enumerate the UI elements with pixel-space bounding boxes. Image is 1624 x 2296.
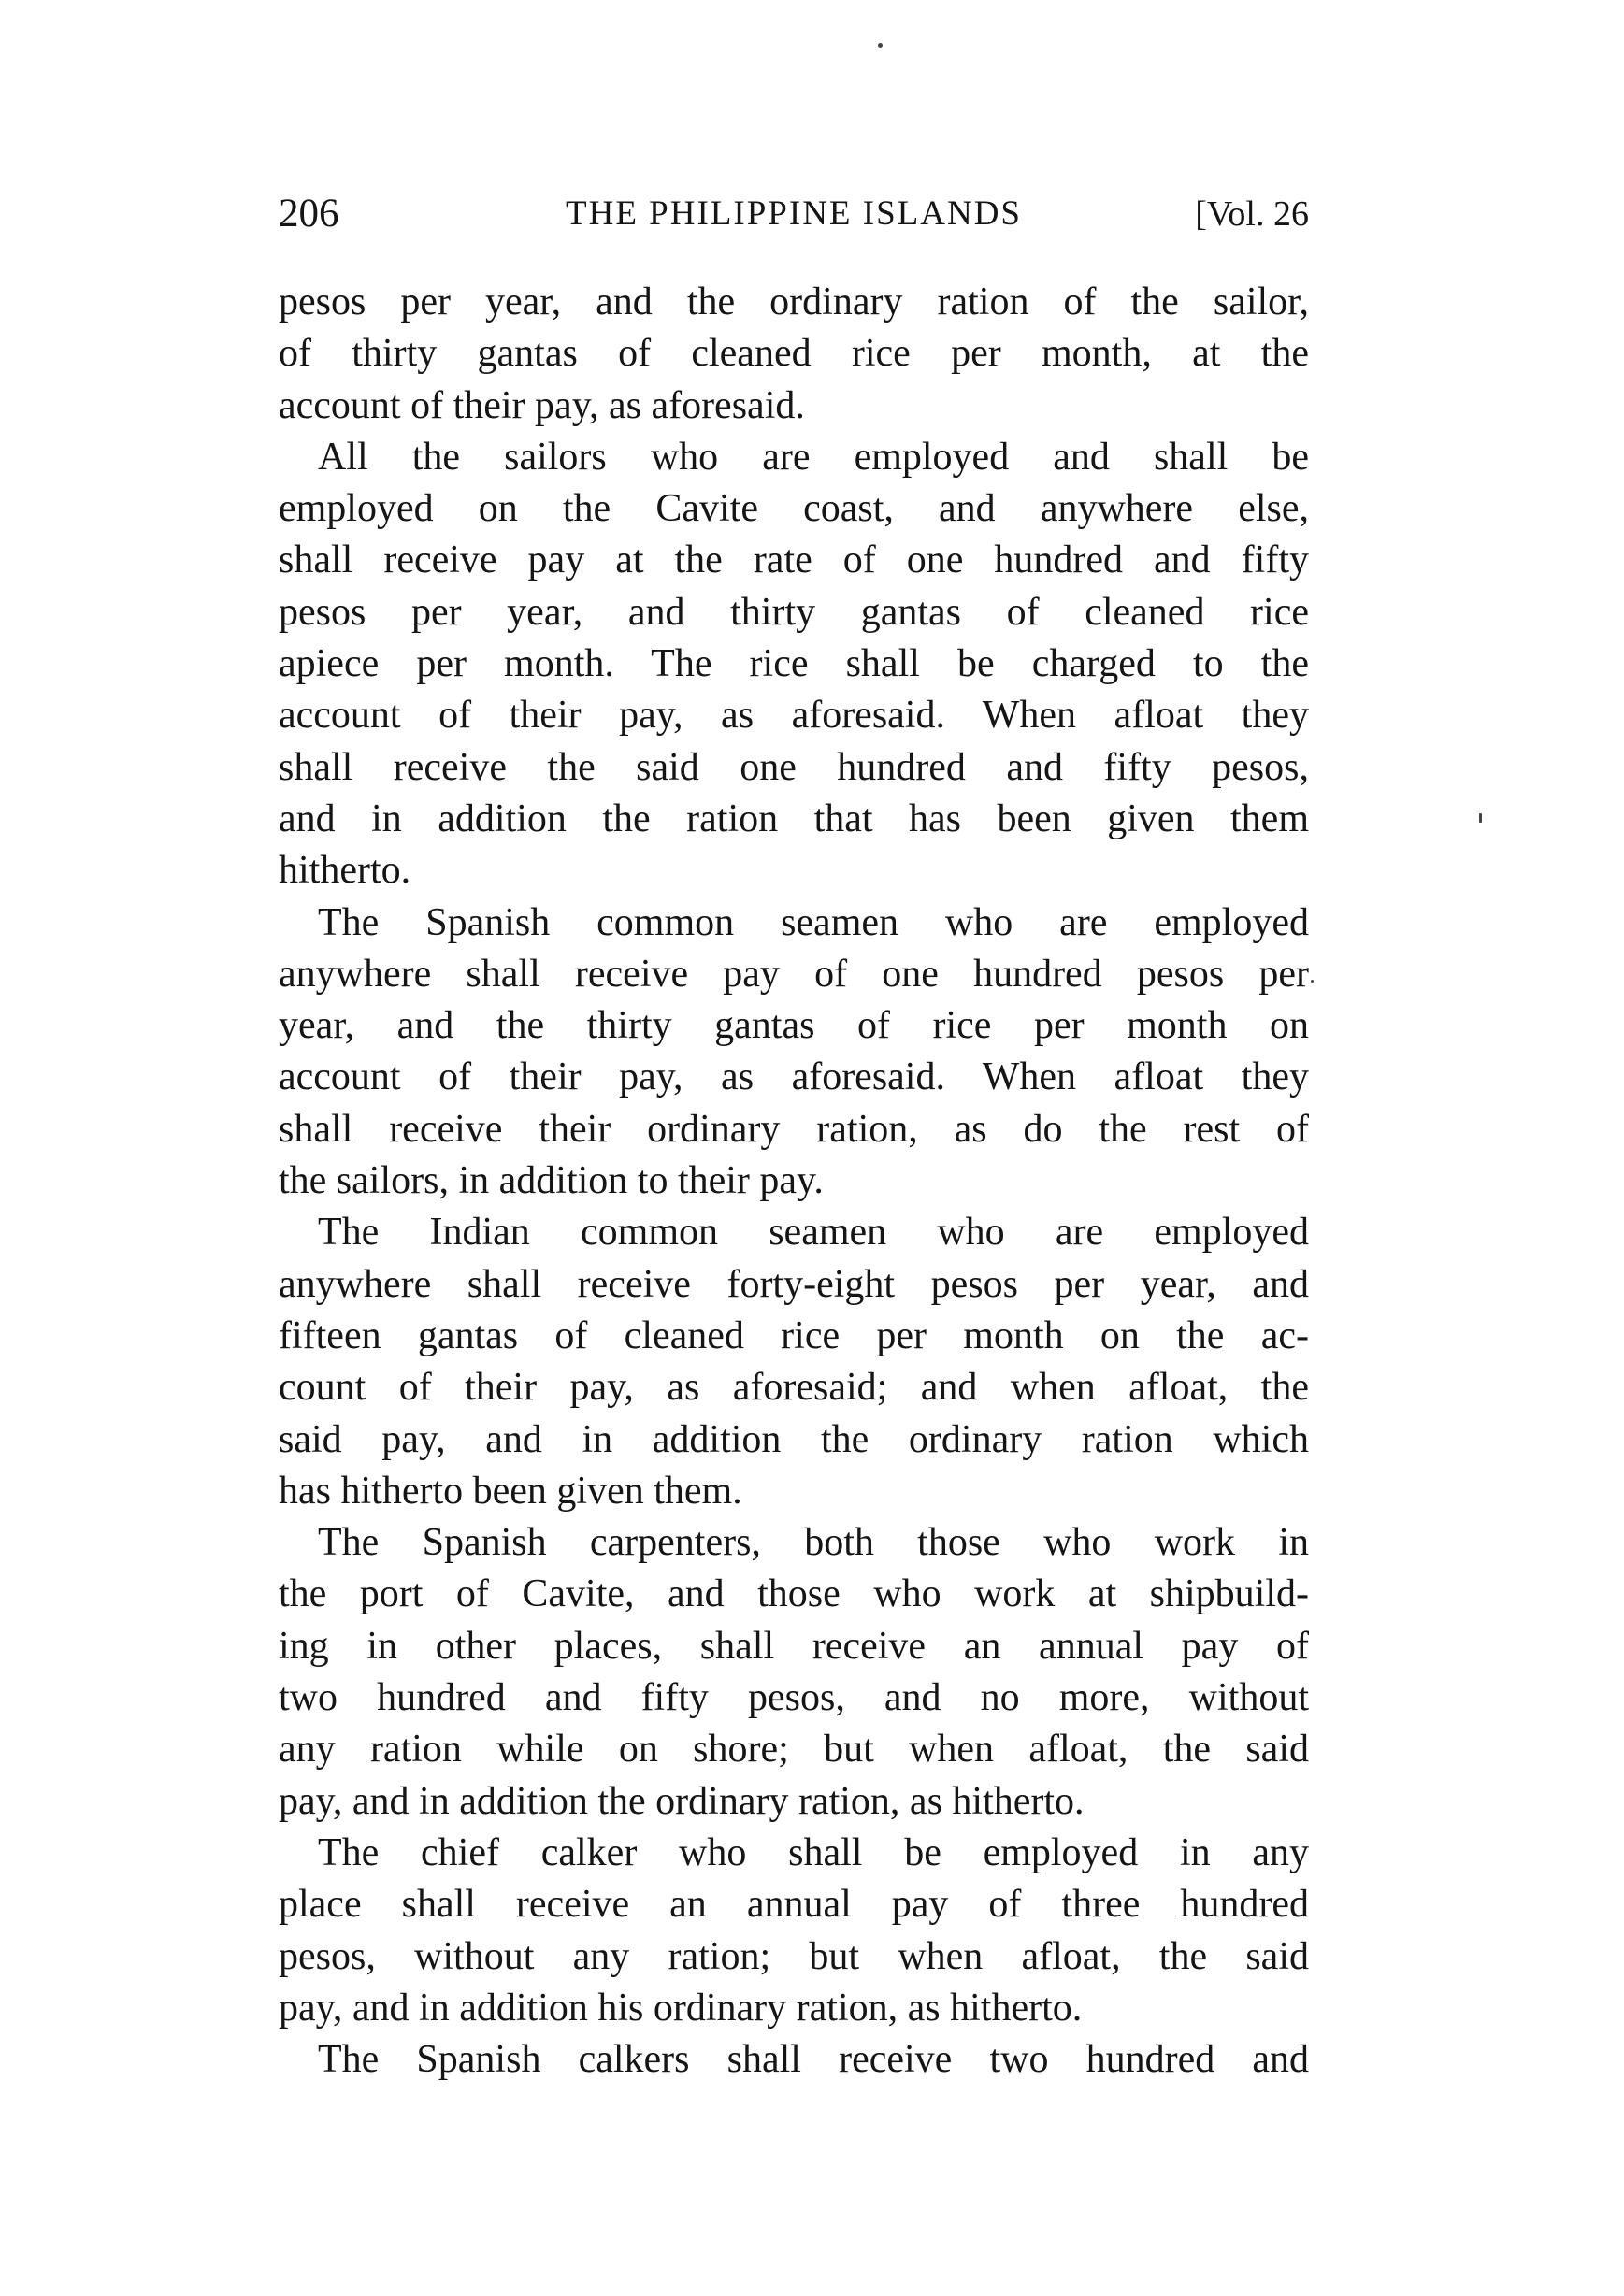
scan-speck xyxy=(1311,980,1314,983)
text-line: two hundred and fifty pesos, and no more, without xyxy=(279,1676,1309,1720)
paragraph-start-line: The chief calker who shall be employed in any xyxy=(318,1830,1309,1874)
text-line: account of their pay, as aforesaid. When afloat they xyxy=(279,1055,1309,1099)
text-line: pay, and in addition his ordinary ration, as hitherto. xyxy=(279,1986,1083,2030)
text-line: place shall receive an annual pay of three hundred xyxy=(279,1883,1309,1927)
text-line: and in addition the ration that has been given them xyxy=(279,796,1309,840)
text-line: hitherto. xyxy=(279,849,411,893)
volume-label: [Vol. 26 xyxy=(1195,194,1309,234)
text-line: anywhere shall receive forty-eight pesos per year, and xyxy=(279,1262,1309,1306)
text-line: of thirty gantas of cleaned rice per month, at the xyxy=(279,332,1309,376)
scan-speck xyxy=(1479,813,1482,823)
text-line: has hitherto been given them. xyxy=(279,1469,742,1513)
text-line: employed on the Cavite coast, and anywhere else, xyxy=(279,487,1309,531)
paragraph-start-line: The Spanish calkers shall receive two hundred and xyxy=(318,2038,1309,2082)
paragraph-start-line: All the sailors who are employed and shall be xyxy=(318,435,1309,479)
text-line: count of their pay, as aforesaid; and when afloat, the xyxy=(279,1366,1309,1410)
text-line: account of their pay, as aforesaid. xyxy=(279,383,805,427)
text-line: pesos, without any ration; but when afloat, the said xyxy=(279,1934,1309,1978)
text-line: account of their pay, as aforesaid. When afloat they xyxy=(279,694,1309,738)
paragraph-start-line: The Indian common seamen who are employed xyxy=(318,1211,1309,1255)
paragraph-start-line: The Spanish carpenters, both those who work in xyxy=(318,1521,1309,1565)
running-title: THE PHILIPPINE ISLANDS xyxy=(566,194,1022,233)
text-line: apiece per month. The rice shall be charged to the xyxy=(279,642,1309,686)
text-line: said pay, and in addition the ordinary ration which xyxy=(279,1417,1309,1461)
text-line: shall receive pay at the rate of one hundred and fifty xyxy=(279,538,1309,582)
text-line: pesos per year, and thirty gantas of cleaned rice xyxy=(279,590,1309,634)
text-line: any ration while on shore; but when afloat, the said xyxy=(279,1728,1309,1772)
scan-speck xyxy=(878,43,883,48)
text-line: shall receive the said one hundred and fifty pesos, xyxy=(279,745,1309,789)
body-text xyxy=(279,277,1309,2086)
running-head xyxy=(279,185,1309,243)
text-line: pesos per year, and the ordinary ration of the sailor, xyxy=(279,280,1309,323)
text-line: ing in other places, shall receive an annual pay of xyxy=(279,1624,1309,1668)
text-line: fifteen gantas of cleaned rice per month on the ac- xyxy=(279,1313,1309,1357)
text-line: the port of Cavite, and those who work at shipbuild- xyxy=(279,1572,1309,1616)
paragraph-start-line: The Spanish common seamen who are employed xyxy=(318,900,1309,944)
text-line: year, and the thirty gantas of rice per month on xyxy=(279,1004,1309,1048)
page-number: 206 xyxy=(279,192,339,236)
text-line: the sailors, in addition to their pay. xyxy=(279,1159,824,1203)
text-line: anywhere shall receive pay of one hundred pesos per xyxy=(279,952,1309,996)
text-line: shall receive their ordinary ration, as do the rest of xyxy=(279,1107,1309,1151)
text-line: pay, and in addition the ordinary ration, as hitherto. xyxy=(279,1779,1085,1823)
